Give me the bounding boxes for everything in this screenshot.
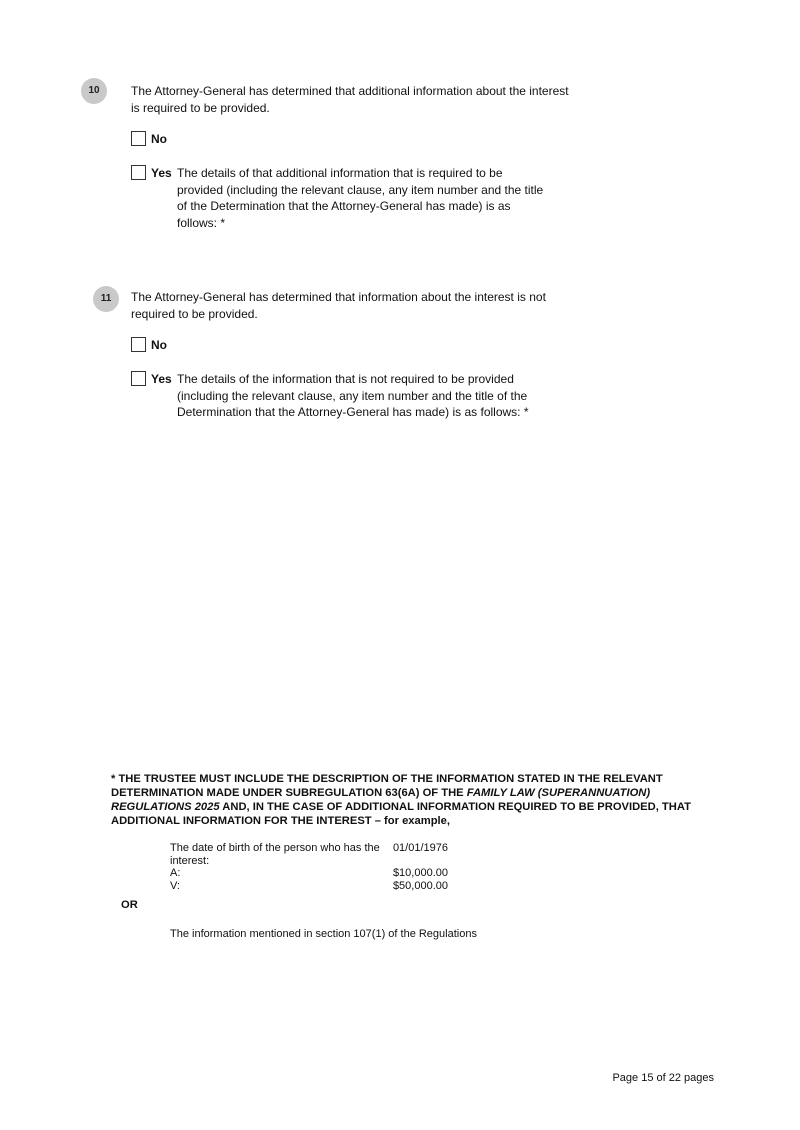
example-row-label: A: — [170, 867, 181, 879]
q10-yes-checkbox[interactable] — [131, 165, 146, 180]
q11-yes-checkbox[interactable] — [131, 371, 146, 386]
q11-no-option[interactable] — [131, 337, 167, 354]
question-10-text: The Attorney-General has determined that additional information about the interest is required to be provided. — [131, 84, 569, 115]
example-row — [170, 842, 448, 867]
trustee-note — [111, 772, 701, 828]
q10-no-option[interactable] — [131, 131, 167, 148]
example-row-value: $10,000.00 — [392, 867, 448, 879]
q11-no-label: No — [151, 338, 167, 352]
trustee-note-part1: * THE TRUSTEE MUST INCLUDE THE DESCRIPTION OF THE INFORMATION STATED IN THE RELEVANT DETERMINATION MADE UNDER SUBREGULATION 63(6A) OF THE — [111, 773, 663, 799]
q10-yes-detail: The details of that additional information that is required to be provided (including the relevant clause, any item number and the title of the Determination that the Attorney-General has made) is as follows: * — [177, 166, 544, 230]
q10-yes-label: Yes — [151, 166, 172, 180]
or-separator: OR — [121, 899, 138, 911]
example-row — [170, 880, 448, 893]
question-11-text: The Attorney-General has determined that information about the interest is not required to be provided. — [131, 290, 546, 321]
question-number-badge-11: 11 — [93, 286, 119, 312]
example-row — [170, 867, 448, 880]
q10-no-checkbox[interactable] — [131, 131, 146, 146]
page-number: Page 15 of 22 pages — [612, 1072, 714, 1084]
example-row-value: 01/01/1976 — [392, 842, 448, 854]
example-row-label: V: — [170, 879, 180, 892]
alternative-example-text: The information mentioned in section 107(1) of the Regulations — [170, 928, 477, 940]
trustee-note-part2: AND, IN THE CASE OF ADDITIONAL INFORMATION REQUIRED TO BE PROVIDED, THAT ADDITIONAL INFORMATION FOR THE INTEREST – for example, — [111, 801, 691, 827]
trustee-note-regulation-title: FAMILY LAW (SUPERANNUATION) REGULATIONS 2025 — [111, 787, 651, 813]
example-block — [170, 842, 448, 892]
q10-yes-option[interactable] — [131, 165, 547, 231]
example-row-value: $50,000.00 — [392, 879, 448, 892]
q11-no-checkbox[interactable] — [131, 337, 146, 352]
q11-yes-detail: The details of the information that is not required to be provided (including the relevant clause, any item number and the title of the Determination that the Attorney-General has made) is as follows: * — [177, 372, 529, 419]
example-row-label: The date of birth of the person who has the interest: — [170, 842, 380, 867]
question-number-badge-10: 10 — [81, 78, 107, 104]
q10-no-label: No — [151, 132, 167, 146]
q11-yes-option[interactable] — [131, 371, 547, 421]
q11-yes-label: Yes — [151, 372, 172, 386]
